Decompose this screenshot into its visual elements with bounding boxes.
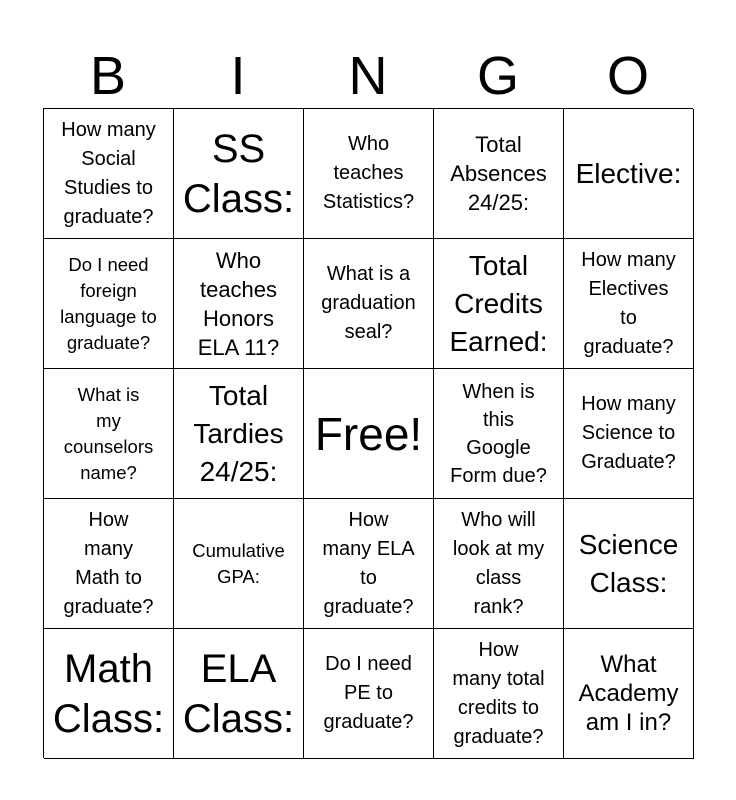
- bingo-cell-r5c4[interactable]: [434, 629, 564, 759]
- bingo-cell-r5c5[interactable]: [564, 629, 694, 759]
- bingo-cell-r4c4[interactable]: [434, 499, 564, 629]
- bingo-cell-r2c2[interactable]: [174, 239, 304, 369]
- bingo-cell-r3c3[interactable]: [304, 369, 434, 499]
- header-letter-n: N: [348, 46, 388, 106]
- cell-text: Free!: [314, 407, 423, 460]
- bingo-cell-r1c2[interactable]: [174, 109, 304, 239]
- cell-text: How many total credits to graduate?: [452, 638, 545, 748]
- cell-text: When is this Google Form due?: [450, 380, 547, 487]
- bingo-cell-r5c1[interactable]: [44, 629, 174, 759]
- bingo-cell-r2c3[interactable]: [304, 239, 434, 369]
- cell-text: How many Science to Graduate?: [581, 393, 676, 473]
- cell-text: How many Social Studies to graduate?: [61, 118, 156, 228]
- bingo-cell-r1c3[interactable]: [304, 109, 434, 239]
- bingo-cell-r3c2[interactable]: [174, 369, 304, 499]
- bingo-cell-r4c1[interactable]: [44, 499, 174, 629]
- header-letter-g: G: [476, 46, 519, 106]
- bingo-cell-r2c4[interactable]: [434, 239, 564, 369]
- header-letter-b: B: [89, 46, 127, 106]
- cell-text: What is my counselors name?: [63, 383, 154, 483]
- cell-text: SS Class:: [182, 126, 295, 221]
- bingo-cell-r2c1[interactable]: [44, 239, 174, 369]
- cell-text: Who teaches Statistics?: [322, 133, 415, 213]
- cell-text: Cumulative GPA:: [192, 539, 285, 587]
- bingo-cell-r4c2[interactable]: [174, 499, 304, 629]
- bingo-cell-r5c2[interactable]: [174, 629, 304, 759]
- bingo-cell-r3c1[interactable]: [44, 369, 174, 499]
- bingo-header: [43, 44, 693, 108]
- cell-text: What Academy am I in?: [578, 651, 679, 736]
- bingo-cell-r1c4[interactable]: [434, 109, 564, 239]
- header-letter-o: O: [606, 46, 649, 106]
- cell-text: ELA Class:: [182, 646, 295, 741]
- cell-text: Total Credits Earned:: [449, 249, 548, 357]
- bingo-cell-r3c4[interactable]: [434, 369, 564, 499]
- cell-text: Science Class:: [578, 528, 679, 598]
- cell-text: Total Absences 24/25:: [450, 132, 547, 215]
- bingo-cell-r4c5[interactable]: [564, 499, 694, 629]
- cell-text: Who will look at my class rank?: [452, 508, 545, 618]
- cell-text: How many Electives to graduate?: [581, 248, 676, 358]
- bingo-cell-r1c1[interactable]: [44, 109, 174, 239]
- cell-text: How many ELA to graduate?: [322, 508, 415, 618]
- bingo-cell-r5c3[interactable]: [304, 629, 434, 759]
- cell-text: Elective:: [575, 157, 682, 189]
- cell-text: Math Class:: [52, 646, 165, 741]
- cell-text: Do I need foreign language to graduate?: [60, 253, 157, 353]
- cell-text: Do I need PE to graduate?: [323, 653, 414, 733]
- cell-text: Total Tardies 24/25:: [193, 379, 284, 487]
- cell-text: How many Math to graduate?: [63, 508, 154, 618]
- bingo-cell-r3c5[interactable]: [564, 369, 694, 499]
- header-letter-i: I: [230, 46, 246, 106]
- bingo-board: [43, 108, 693, 758]
- bingo-cell-r2c5[interactable]: [564, 239, 694, 369]
- bingo-cell-r1c5[interactable]: [564, 109, 694, 239]
- cell-text: What is a graduation seal?: [321, 263, 416, 343]
- cell-text: Who teaches Honors ELA 11?: [197, 247, 280, 360]
- bingo-cell-r4c3[interactable]: [304, 499, 434, 629]
